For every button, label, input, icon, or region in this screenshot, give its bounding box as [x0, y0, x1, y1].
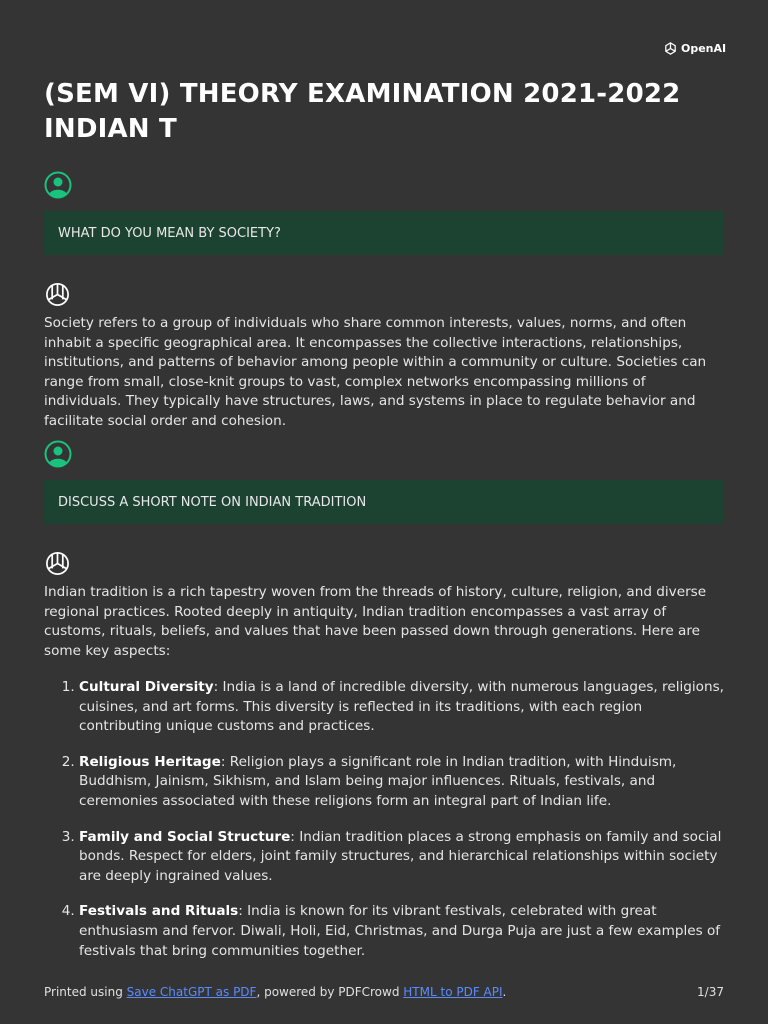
list-item [79, 828, 726, 887]
assistant-answer: Society refers to a group of individuals who share common interests, values, norms, and often inhabit a specific geographical area. It encompasses the collective interactions, relationships, institutions, and patterns of behavior among people within a community or culture. Societies can range from small, close-knit groups to vast, complex networks encompassing millions of individuals. They typically have structures, laws, and systems in place to regulate behavior and facilitate social order and cohesion. [44, 315, 707, 429]
list-item-text: : India is known for its vibrant festivals, celebrated with great enthusiasm and fervor. Diwali, Holi, Eid, Christmas, and Durga Puja are just a few examples of festivals that bring communities together. [79, 903, 721, 959]
openai-brand-name: OpenAI [681, 42, 727, 55]
footer-suffix: . [502, 985, 507, 999]
user-question: DISCUSS A SHORT NOTE ON INDIAN TRADITION [44, 480, 724, 524]
list-item-term: Religious Heritage [79, 753, 221, 770]
list-item-text: : Religion plays a significant role in Indian tradition, with Hinduism, Buddhism, Jainism, Sikhism, and Islam being major influences. Rituals, festivals, and ceremonies associated with these religions form an integral part of Indian life. [79, 753, 677, 809]
page-footer [44, 985, 724, 999]
chatgpt-icon [44, 281, 71, 308]
openai-logo [663, 41, 726, 56]
user-question: WHAT DO YOU MEAN BY SOCIETY? [44, 211, 724, 255]
key-aspects-list [44, 678, 726, 977]
list-item [79, 753, 726, 812]
list-item [79, 902, 726, 961]
openai-icon [663, 41, 678, 56]
page-number: 1/37 [697, 985, 724, 999]
chatgpt-icon [44, 550, 71, 577]
page-title: (SEM VI) THEORY EXAMINATION 2021-2022 INDIAN T [44, 79, 681, 144]
list-item-text: : India is a land of incredible diversity, with numerous languages, religions, cuisines, and art forms. This diversity is reflected in its traditions, with each region contributing unique customs and practices. [79, 679, 724, 735]
footer-middle: , powered by PDFCrowd [256, 985, 404, 999]
html-to-pdf-api-link[interactable]: HTML to PDF API [403, 985, 503, 999]
list-item-term: Family and Social Structure [79, 828, 291, 845]
footer-prefix: Printed using [44, 985, 127, 999]
list-item [79, 678, 726, 737]
footer-credits [44, 985, 506, 999]
assistant-answer: Indian tradition is a rich tapestry woven from the threads of history, culture, religion, and diverse regional practices. Rooted deeply in antiquity, Indian tradition encompasses a vast array of customs, rituals, beliefs, and values that have been passed down through generations. Here are some key aspects: [44, 584, 707, 659]
user-avatar-icon [44, 171, 72, 199]
list-item-term: Festivals and Rituals [79, 903, 239, 920]
list-item-term: Cultural Diversity [79, 679, 214, 695]
user-avatar-icon [44, 440, 72, 468]
save-chatgpt-pdf-link[interactable]: Save ChatGPT as PDF [126, 985, 257, 999]
list-item-text: : Indian tradition places a strong emphasis on family and social bonds. Respect for elders, joint family structures, and hierarchical relationships within society are deeply ingrained values. [79, 828, 722, 884]
